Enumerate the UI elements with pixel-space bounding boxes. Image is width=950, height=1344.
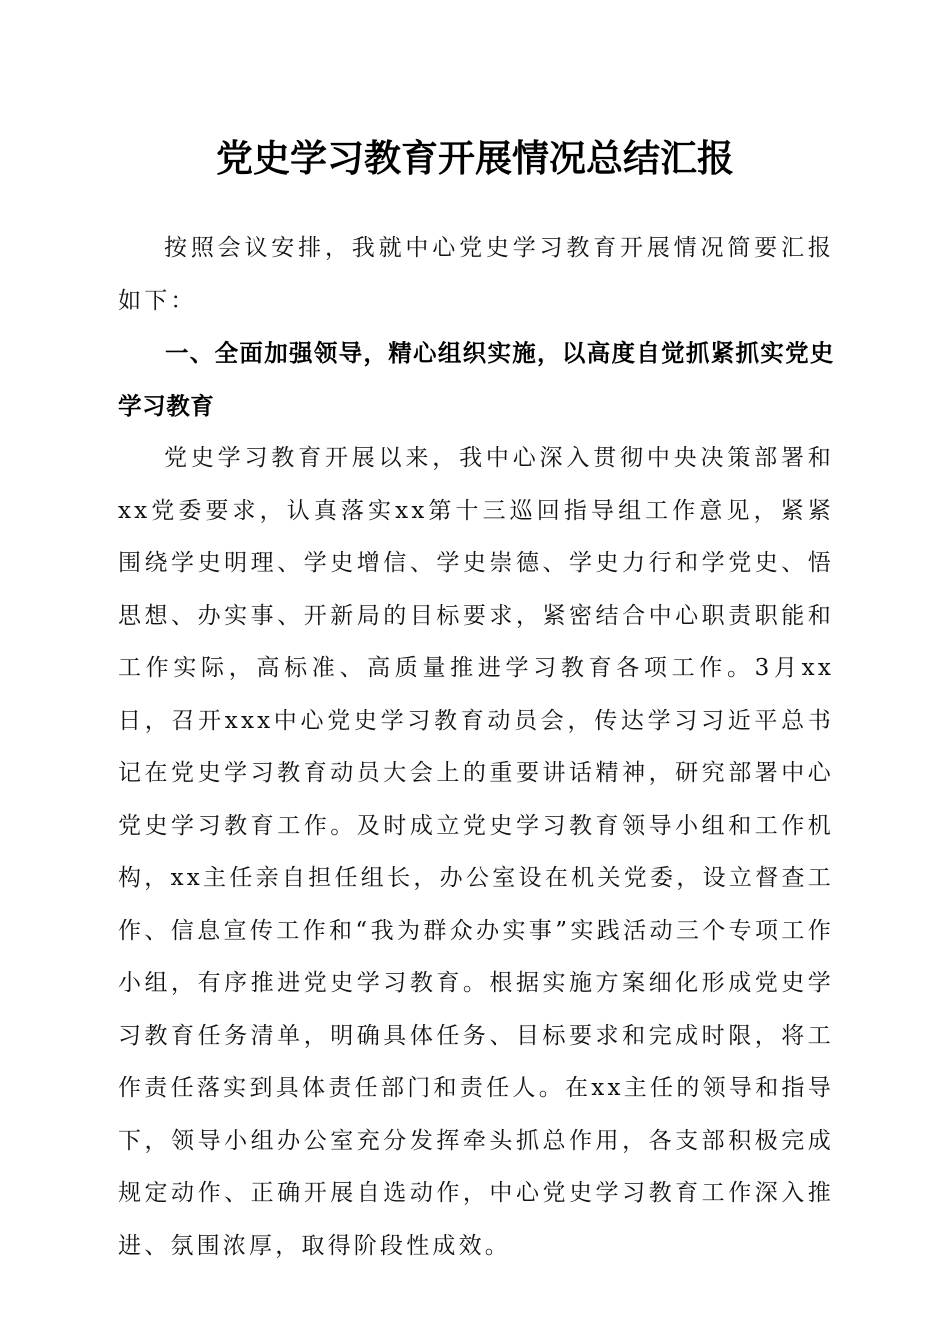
document-body [118, 222, 834, 1272]
intro-paragraph: 按照会议安排，我就中心党史学习教育开展情况简要汇报如下： [118, 235, 834, 314]
section-heading: 一、全面加强领导，精心组织实施，以高度自觉抓紧抓实党史学习教育 [118, 339, 834, 420]
page-title: 党史学习教育开展情况总结汇报 [216, 136, 734, 180]
body-paragraph: 党史学习教育开展以来，我中心深入贯彻中央决策部署和xx党委要求，认真落实xx第十三巡回指导组工作意见，紧紧围绕学史明理、学史增信、学史崇德、学史力行和学党史、悟思想、办实事、开新局的目标要求，紧密结合中心职责职能和工作实际，高标准、高质量推进学习教育各项工作。3月xx日，召开xxx中心党史学习教育动员会，传达学习习近平总书记在党史学习教育动员大会上的重要讲话精神，研究部署中心党史学习教育工作。及时成立党史学习教育领导小组和工作机构，xx主任亲自担任组长，办公室设在机关党委，设立督查工作、信息宣传工作和“我为群众办实事”实践活动三个专项工作小组，有序推进党史学习教育。根据实施方案细化形成党史学习教育任务清单，明确具体任务、目标要求和完成时限，将工作责任落实到具体责任部门和责任人。在xx主任的领导和指导下，领导小组办公室充分发挥牵头抓总作用，各支部积极完成规定动作、正确开展自选动作，中心党史学习教育工作深入推进、氛围浓厚，取得阶段性成效。 [118, 445, 834, 1259]
